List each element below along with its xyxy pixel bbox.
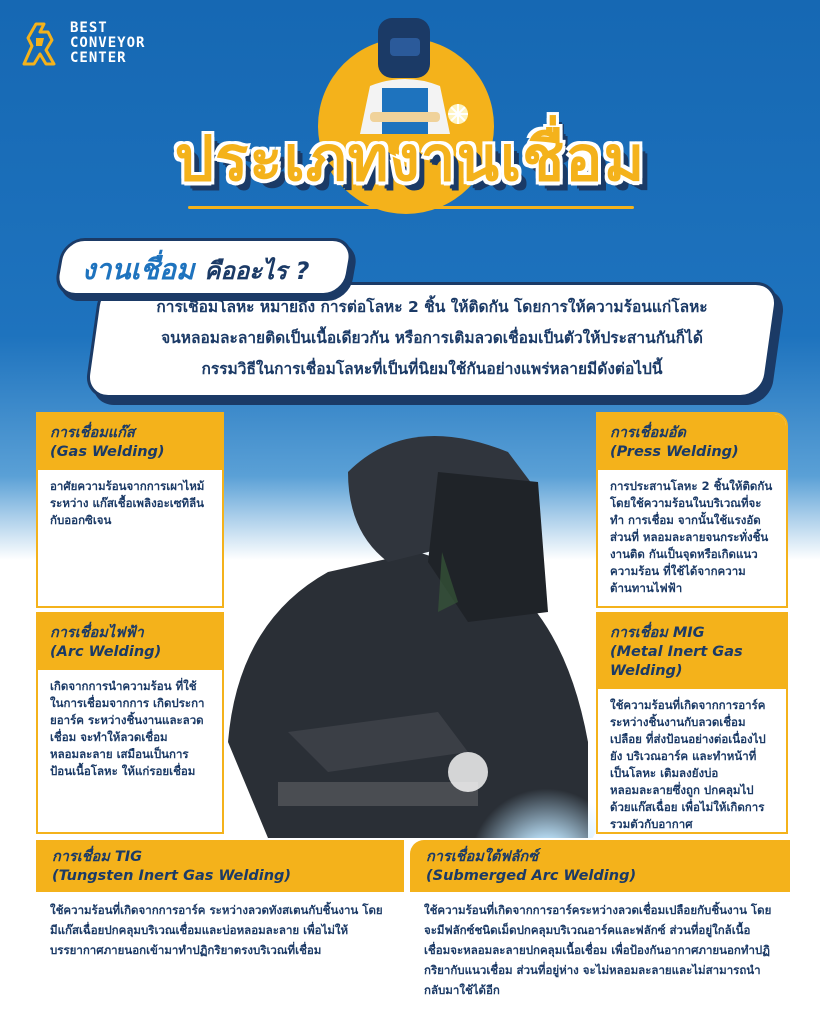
brand-line-3: CENTER	[70, 49, 127, 66]
card-arc-welding	[36, 612, 224, 834]
gas-body: อาศัยความร้อนจากการเผาไหม้ ระหว่าง แก๊สเชื้อเพลิงอะเซทิลีน กับออกซิเจน	[50, 479, 205, 527]
card-submerged-arc-welding	[410, 840, 790, 1010]
title-underline	[188, 206, 634, 209]
press-title-en: (Press Welding)	[610, 444, 739, 460]
brand-line-2: CONVEYOR	[70, 34, 146, 51]
press-title-th: การเชื่อมอัด	[610, 425, 686, 441]
brand-line-1: BEST	[70, 19, 108, 36]
tig-title-th: การเชื่อม TIG	[52, 849, 143, 865]
arc-title-th: การเชื่อมไฟฟ้า	[50, 625, 144, 641]
arc-body: เกิดจากการนำความร้อน ที่ใช้ในการเชื่อมจากการ เกิดประกายอาร์ค ระหว่างชิ้นงานและลวดเชื่อม จะทำให้ลวดเชื่อมหลอมละลาย เสมือนเป็นการป้อนเนื้อโลหะ ให้แก่รอยเชื่อม	[50, 679, 205, 778]
definition-text	[106, 292, 758, 385]
page-title: ประเภทงานเชื่อม	[174, 122, 646, 195]
saw-title-en: (Submerged Arc Welding)	[426, 868, 637, 884]
welder-photo	[208, 412, 608, 838]
card-tig-welding	[36, 840, 404, 990]
gas-title-en: (Gas Welding)	[50, 444, 165, 460]
definition-line-3: กรรมวิธีในการเชื่อมโลหะที่เป็นที่นิยมใช้กันอย่างแพร่หลายมีดังต่อไปนี้	[201, 360, 663, 378]
question-rest: คืออะไร ?	[204, 257, 310, 285]
tig-body: ใช้ความร้อนที่เกิดจากการอาร์ค ระหว่างลวดทังสเตนกับชิ้นงาน โดยมีแก๊สเฉื่อยปกคลุมบริเวณเชื่อมและบ่อหลอมละลาย เพื่อไม่ให้บรรยากาศภายนอกเข้ามาทำปฏิกริยาตรงบริเวณที่เชื่อม	[50, 903, 383, 957]
question-heading	[82, 248, 309, 292]
question-highlight: งานเชื่อม	[82, 253, 195, 286]
card-gas-welding	[36, 412, 224, 608]
mig-title-th: การเชื่อม MIG	[610, 625, 705, 641]
saw-title-th: การเชื่อมใต้ฟลักซ์	[426, 849, 539, 865]
tig-title-en: (Tungsten Inert Gas Welding)	[52, 868, 292, 884]
arc-title-en: (Arc Welding)	[50, 644, 162, 660]
logo-mark-icon	[18, 16, 62, 70]
card-press-welding	[596, 412, 788, 608]
mig-body: ใช้ความร้อนที่เกิดจากการอาร์ค ระหว่างชิ้นงานกับลวดเชื่อมเปลือย ที่ส่งป้อนอย่างต่อเนื่องไปยัง บริเวณอาร์ค และทำหน้าที่เป็นโลหะ เติมลงยังบ่อหลอมละลายซึ่งถูก ปกคลุมไปด้วยแก๊สเฉื่อย เพื่อไม่ให้เกิดการรวมตัวกับอากาศ	[610, 698, 766, 831]
saw-body: ใช้ความร้อนที่เกิดจากการอาร์คระหว่างลวดเชื่อมเปลือยกับชิ้นงาน โดยจะมีฟลักซ์ชนิดเม็ดปกคลุมบริเวณอาร์คและฟลักซ์ ส่วนที่อยู่ใกล้เนื้อเชื่อมจะหลอมละลายปกคลุมเนื้อเชื่อม เพื่อป้องกันอากาศภายนอกทำปฏิกริยากับแนวเชื่อม ส่วนที่อยู่ห่าง จะไม่หลอมละลายและไม่สามารถนำกลับมาใช้ได้อีก	[424, 903, 772, 997]
press-body: การประสานโลหะ 2 ชิ้นให้ติดกัน โดยใช้ความร้อนในบริเวณที่จะทำ การเชื่อม จากนั้นใช้แรงอัดส่วนที่ หลอมละลายจนกระทั่งชิ้นงานติด กันเป็นจุดหรือเกิดแนวความร้อน ที่ใช้ได้จากความต้านทานไฟฟ้า	[610, 479, 773, 595]
definition-line-1: การเชื่อมโลหะ หมายถึง การต่อโลหะ 2 ชิ้น ให้ติดกัน โดยการให้ความร้อนแก่โลหะ	[156, 298, 708, 316]
brand-logo	[18, 16, 145, 70]
definition-line-2: จนหลอมละลายติดเป็นเนื้อเดียวกัน หรือการเติมลวดเชื่อมเป็นตัวให้ประสานกันก็ได้	[161, 329, 703, 347]
card-mig-welding	[596, 612, 788, 834]
gas-title-th: การเชื่อมแก๊ส	[50, 425, 135, 441]
mig-title-en: (Metal Inert Gas Welding)	[610, 644, 743, 679]
